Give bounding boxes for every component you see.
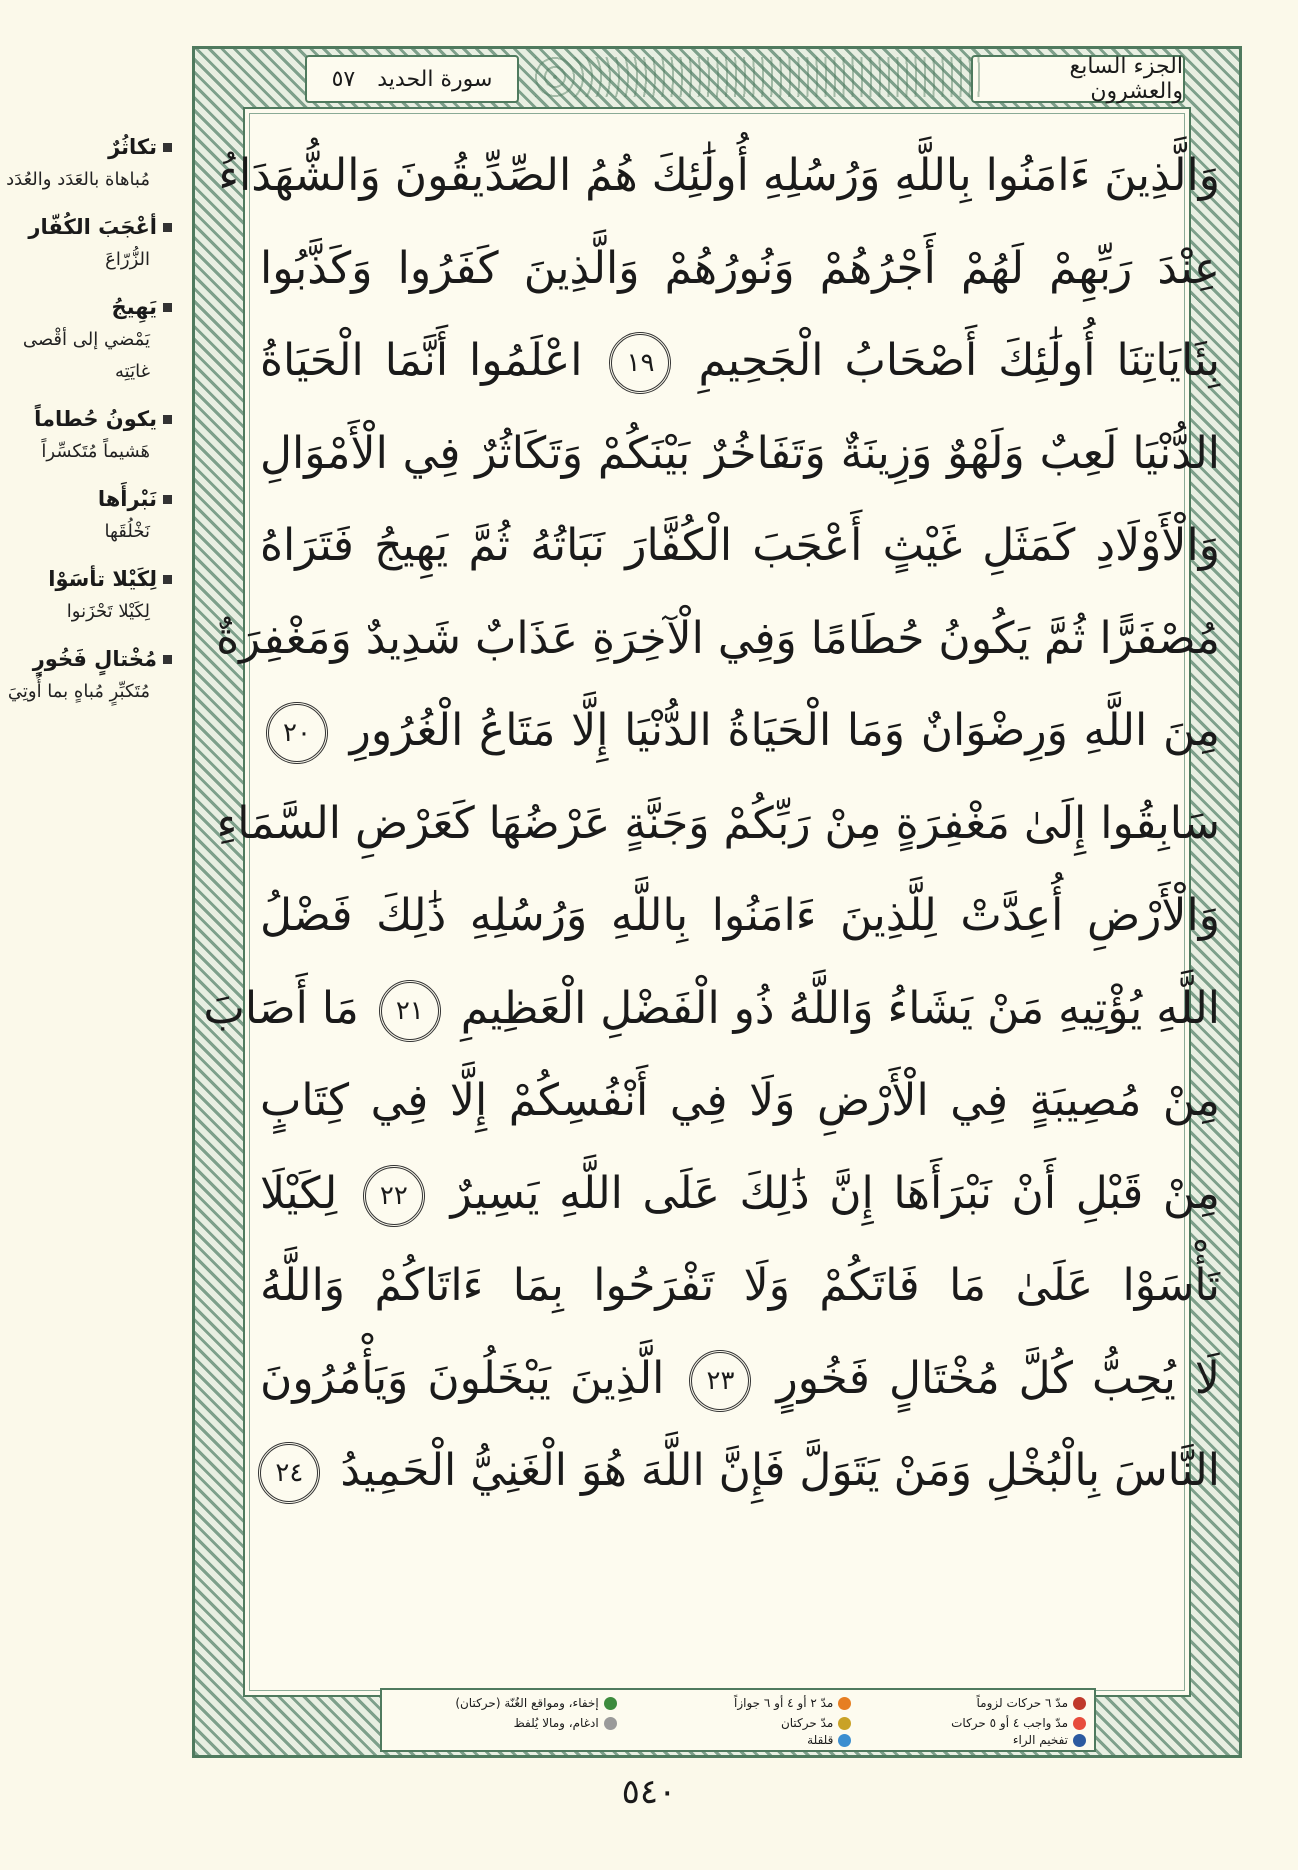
text-line [260, 1425, 1220, 1518]
line-text: سَابِقُوا إِلَىٰ مَغْفِرَةٍ مِنْ رَبِّكُمْ وَجَنَّةٍ عَرْضُهَا كَعَرْضِ السَّمَاءِ [216, 797, 1220, 849]
glossary-definition: هَشيماً مُتَكسِّراً [41, 441, 150, 462]
color-dot-icon [838, 1697, 851, 1710]
legend-item: مدّ ٦ حركات لزوماً [859, 1693, 1086, 1713]
legend-item: مدّ حركتان [625, 1713, 852, 1733]
glossary-entry [0, 290, 182, 388]
glossary-term: يكونُ حُطاماً [0, 402, 172, 436]
ayah-number-marker: ٢٣ [689, 1350, 751, 1412]
color-dot-icon [838, 1734, 851, 1747]
line-text: وَالَّذِينَ ءَامَنُوا بِاللَّهِ وَرُسُلِهِ أُولَٰئِكَ هُمُ الصِّدِّيقُونَ وَالشُّهَدَاءُ [218, 150, 1220, 201]
line-text: لِكَيْلَا [260, 1167, 338, 1219]
glossary-entry [0, 210, 182, 276]
color-dot-icon [604, 1697, 617, 1710]
line-text: وَالْأَوْلَادِ كَمَثَلِ غَيْثٍ أَعْجَبَ الْكُفَّارَ نَبَاتُهُ ثُمَّ يَهِيجُ فَتَرَاهُ [260, 520, 1220, 571]
glossary-sidebar [0, 130, 182, 722]
text-line [260, 1055, 1220, 1148]
text-line [260, 1240, 1220, 1333]
glossary-entry [0, 642, 182, 708]
ayah-number-marker: ١٩ [609, 332, 671, 394]
glossary-definition: الزُّرّاعَ [105, 249, 150, 270]
glossary-entry [0, 402, 182, 468]
text-line [203, 963, 1220, 1056]
line-text: لَا يُحِبُّ كُلَّ مُخْتَالٍ فَخُورٍ [776, 1352, 1221, 1404]
surah-name: سورة الحديد [377, 66, 493, 92]
glossary-term: أعْجَبَ الكُفّار [0, 210, 172, 244]
text-line [260, 223, 1220, 316]
line-text: مِنْ مُصِيبَةٍ فِي الْأَرْضِ وَلَا فِي أَنْفُسِكُمْ إِلَّا فِي كِتَابٍ [260, 1075, 1220, 1126]
juz-name: الجزء السابع والعشرون [1069, 54, 1183, 104]
surah-number: ٥٧ [331, 66, 356, 92]
glossary-definition: نَخْلُقَها [104, 521, 150, 542]
quran-text [203, 130, 1221, 1518]
ayah-number-marker: ٢١ [379, 980, 441, 1042]
text-line [260, 870, 1220, 963]
ayah-number-marker: ٢٠ [266, 702, 328, 764]
glossary-term: يَهِيجُ [0, 290, 172, 324]
text-line [260, 408, 1220, 501]
line-text: الَّذِينَ يَبْخَلُونَ وَيَأْمُرُونَ [260, 1352, 665, 1404]
legend-item: تفخيم الراء [859, 1733, 1086, 1747]
text-line [260, 1148, 1220, 1241]
glossary-term: لِكَيْلا تأسَوْا [0, 562, 172, 596]
line-text: وَالْأَرْضِ أُعِدَّتْ لِلَّذِينَ ءَامَنُوا بِاللَّهِ وَرُسُلِهِ ذَٰلِكَ فَضْلُ [260, 890, 1220, 941]
line-text: اللَّهِ يُؤْتِيهِ مَنْ يَشَاءُ وَاللَّهُ ذُو الْفَضْلِ الْعَظِيمِ [460, 982, 1220, 1034]
glossary-term: نَبْرأَها [0, 482, 172, 516]
text-line [260, 1333, 1220, 1426]
line-text: مَا أَصَابَ [203, 982, 359, 1034]
text-line [216, 593, 1220, 686]
glossary-entry [0, 482, 182, 548]
line-text: عِنْدَ رَبِّهِمْ لَهُمْ أَجْرُهُمْ وَنُورُهُمْ وَالَّذِينَ كَفَرُوا وَكَذَّبُوا [260, 242, 1220, 294]
text-line [260, 685, 1220, 778]
glossary-definition: لِكَيْلا تَحْزَنوا [66, 601, 150, 622]
glossary-entry [0, 562, 182, 628]
line-text: مُصْفَرًّا ثُمَّ يَكُونُ حُطَامًا وَفِي الْآخِرَةِ عَذَابٌ شَدِيدٌ وَمَغْفِرَةٌ [216, 612, 1220, 664]
legend-item: مدّ واجب ٤ أو ٥ حركات [859, 1713, 1086, 1733]
color-dot-icon [1073, 1734, 1086, 1747]
color-dot-icon [1073, 1697, 1086, 1710]
glossary-term: مُخْتالٍ فَخُورٍ [0, 642, 172, 676]
ayah-number-marker: ٢٢ [363, 1165, 425, 1227]
surah-header [305, 55, 519, 103]
glossary-definition: مُباهاة بالعَدَد والعُدَد [6, 169, 150, 190]
glossary-term: تكاثُرٌ [0, 130, 172, 164]
line-text: تَأْسَوْا عَلَىٰ مَا فَاتَكُمْ وَلَا تَفْرَحُوا بِمَا ءَاتَاكُمْ وَاللَّهُ [260, 1260, 1220, 1311]
color-dot-icon [1073, 1717, 1086, 1730]
legend-item: قلقلة [625, 1733, 852, 1747]
line-text: مِنْ قَبْلِ أَنْ نَبْرَأَهَا إِنَّ ذَٰلِكَ عَلَى اللَّهِ يَسِيرٌ [450, 1167, 1220, 1219]
juz-header [971, 55, 1185, 103]
page-number: ٥٤٠ [621, 1772, 677, 1812]
color-dot-icon [838, 1717, 851, 1730]
line-text: النَّاسَ بِالْبُخْلِ وَمَنْ يَتَوَلَّ فَإِنَّ اللَّهَ هُوَ الْغَنِيُّ الْحَمِيدُ [340, 1445, 1220, 1496]
legend-item: مدّ ٢ أو ٤ أو ٦ جوازاً [625, 1693, 852, 1713]
text-line [218, 130, 1220, 223]
line-text: بِئَايَاتِنَا أُولَٰئِكَ أَصْحَابُ الْجَحِيمِ [698, 335, 1220, 386]
line-text: مِنَ اللَّهِ وَرِضْوَانٌ وَمَا الْحَيَاةُ الدُّنْيَا إِلَّا مَتَاعُ الْغُرُورِ [349, 705, 1221, 756]
header-ornament [535, 57, 985, 97]
line-text: الدُّنْيَا لَعِبٌ وَلَهْوٌ وَزِينَةٌ وَتَفَاخُرٌ بَيْنَكُمْ وَتَكَاثُرٌ فِي الْأَمْوَالِ [260, 427, 1220, 479]
glossary-entry [0, 130, 182, 196]
color-dot-icon [604, 1717, 617, 1730]
text-line [260, 500, 1220, 593]
line-text: اعْلَمُوا أَنَّمَا الْحَيَاةُ [260, 335, 583, 386]
text-line [216, 778, 1220, 871]
glossary-definition: مُتَكبِّرٍ مُباهٍ بما أُوتِيَ [7, 681, 150, 702]
ayah-number-marker: ٢٤ [258, 1442, 320, 1504]
legend-item: ادغام، ومالا يُلفظ [390, 1713, 617, 1733]
glossary-definition: يَمْضي إلى أقْصى غايَتِه [22, 329, 150, 382]
legend-item: إخفاء، ومواقع الغُنّة (حركتان) [390, 1693, 617, 1713]
text-line [260, 315, 1220, 408]
tajweed-legend [380, 1688, 1096, 1752]
